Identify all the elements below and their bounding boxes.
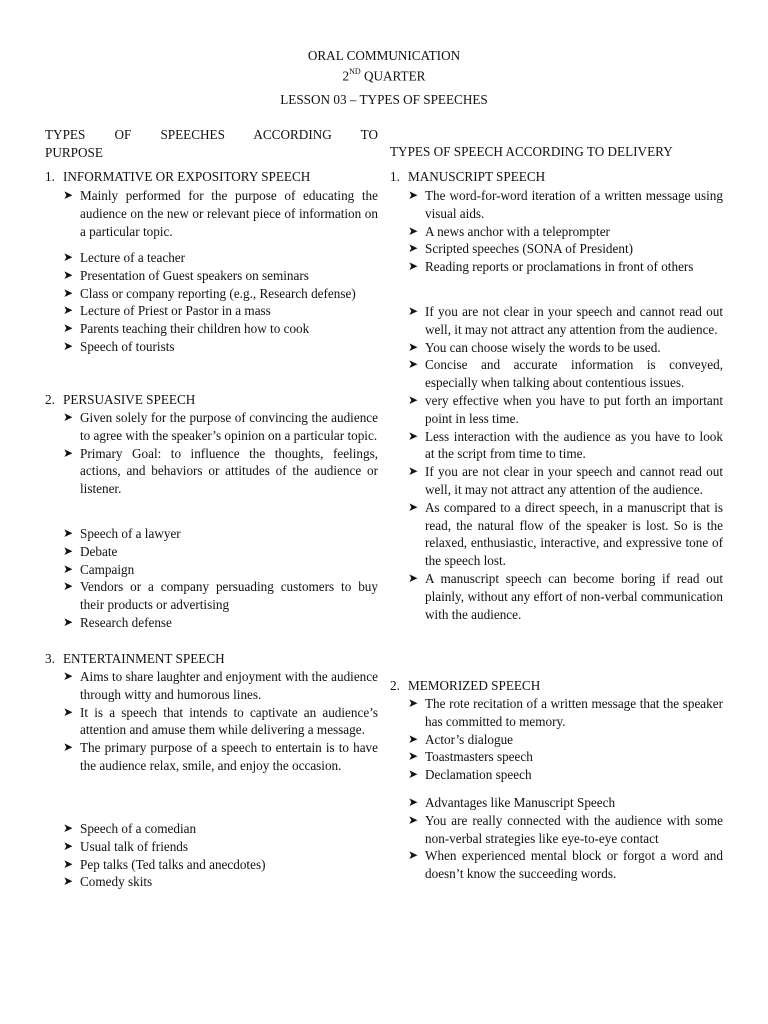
bullet-item: ➤ Debate <box>63 543 118 559</box>
section-entertainment-title <box>45 650 378 668</box>
bullet-list <box>63 249 378 356</box>
bullet-item: ➤ Class or company reporting (e.g., Research defense) <box>63 285 356 301</box>
bullet-item: ➤ Advantages like Manuscript Speech <box>408 795 616 810</box>
quarter-word: QUARTER <box>363 68 426 84</box>
bullet-item: ➤ Vendors or a company persuading customers to buy their products or advertising <box>63 579 378 613</box>
quarter-number: 2 <box>342 68 350 84</box>
bullet-item: ➤ Lecture of Priest or Pastor in a mass <box>63 303 271 319</box>
bullet-item: ➤ Mainly performed for the purpose of educating the audience on the new or relevant piece of information on a particular topic. <box>63 188 378 239</box>
arrow-bullet-icon: ➤ <box>63 856 74 871</box>
arrow-bullet-icon: ➤ <box>63 303 74 318</box>
arrow-bullet-icon: ➤ <box>63 188 74 202</box>
arrow-bullet-icon: ➤ <box>63 285 74 300</box>
bullet-item: ➤ Declamation speech <box>408 767 532 783</box>
bullet-item: ➤ Comedy skits <box>63 874 153 890</box>
arrow-bullet-icon: ➤ <box>63 250 74 264</box>
left-heading-line2: PURPOSE <box>45 145 103 160</box>
arrow-bullet-icon: ➤ <box>408 696 419 710</box>
section-persuasive-title <box>45 391 378 409</box>
course-title: ORAL COMMUNICATION <box>307 48 461 63</box>
arrow-bullet-icon: ➤ <box>408 357 419 372</box>
bullet-item: ➤ Reading reports or proclamations in front of others <box>408 259 694 275</box>
bullet-item: ➤ Aims to share laughter and enjoyment with the audience through witty and humorous lines. <box>63 669 378 702</box>
bullet-item: ➤ Pep talks (Ted talks and anecdotes) <box>63 856 266 872</box>
left-heading-line1: TYPES OF SPEECHES ACCORDING TO <box>45 127 378 142</box>
bullet-item: ➤ Concise and accurate information is conveyed, especially when talking about contentious issues. <box>408 357 723 391</box>
arrow-bullet-icon: ➤ <box>63 561 74 576</box>
bullet-item: ➤ If you are not clear in your speech and cannot read out well, it may not attract any attention of the audience. <box>408 464 723 497</box>
section-title: MEMORIZED SPEECH <box>408 678 541 693</box>
bullet-list <box>63 668 378 775</box>
arrow-bullet-icon: ➤ <box>63 704 74 719</box>
right-column-heading: TYPES OF SPEECH ACCORDING TO DELIVERY <box>390 144 673 159</box>
bullet-item: ➤ If you are not clear in your speech and cannot read out well, it may not attract any attention from the audience. <box>408 304 723 337</box>
arrow-bullet-icon: ➤ <box>408 259 419 274</box>
bullet-item: ➤ Speech of tourists <box>63 338 175 354</box>
arrow-bullet-icon: ➤ <box>408 339 419 354</box>
arrow-bullet-icon: ➤ <box>63 874 74 889</box>
arrow-bullet-icon: ➤ <box>63 838 74 853</box>
bullet-item: ➤ When experienced mental block or forgot a word and doesn’t know the succeeding words. <box>408 848 723 882</box>
bullet-item: ➤ Usual talk of friends <box>63 838 189 854</box>
bullet-list <box>63 409 378 498</box>
bullet-item: ➤ Speech of a lawyer <box>63 526 181 541</box>
arrow-bullet-icon: ➤ <box>408 848 419 863</box>
arrow-bullet-icon: ➤ <box>63 543 74 558</box>
arrow-bullet-icon: ➤ <box>63 579 74 594</box>
bullet-item: ➤ It is a speech that intends to captivate an audience’s attention and amuse them while delivering a message. <box>63 704 378 738</box>
bullet-item: ➤ You can choose wisely the words to be used. <box>408 339 661 355</box>
bullet-item: ➤ Campaign <box>63 561 135 577</box>
left-column-heading <box>45 126 378 162</box>
bullet-list <box>408 187 723 276</box>
bullet-item: ➤ You are really connected with the audience with some non-verbal strategies like eye-to-eye contact <box>408 812 723 846</box>
section-informative-title <box>45 168 378 186</box>
arrow-bullet-icon: ➤ <box>408 428 419 443</box>
section-manuscript-title <box>390 168 725 186</box>
arrow-bullet-icon: ➤ <box>408 392 419 407</box>
lesson-title: LESSON 03 – TYPES OF SPEECHES <box>280 92 488 107</box>
arrow-bullet-icon: ➤ <box>408 499 419 514</box>
arrow-bullet-icon: ➤ <box>408 795 419 809</box>
bullet-item: ➤ Presentation of Guest speakers on seminars <box>63 267 309 283</box>
arrow-bullet-icon: ➤ <box>408 464 419 479</box>
arrow-bullet-icon: ➤ <box>408 241 419 256</box>
arrow-bullet-icon: ➤ <box>63 614 74 629</box>
bullet-item: ➤ Toastmasters speech <box>408 749 533 765</box>
section-memorized-title <box>390 677 725 695</box>
bullet-item: ➤ A manuscript speech can become boring if read out plainly, without any effort of non-verbal communication with the audience. <box>408 570 723 622</box>
bullet-list <box>63 820 378 891</box>
arrow-bullet-icon: ➤ <box>63 821 74 835</box>
quarter-label <box>0 64 768 84</box>
arrow-bullet-icon: ➤ <box>408 188 419 202</box>
bullet-item: ➤ Parents teaching their children how to cook <box>63 321 310 337</box>
arrow-bullet-icon: ➤ <box>63 338 74 353</box>
bullet-item: ➤ Actor’s dialogue <box>408 731 514 747</box>
section-number: 2. <box>45 392 55 407</box>
bullet-item: ➤ The word-for-word iteration of a written message using visual aids. <box>408 188 723 221</box>
arrow-bullet-icon: ➤ <box>63 445 74 460</box>
bullet-item: ➤ Research defense <box>63 614 172 630</box>
section-number: 1. <box>45 169 55 184</box>
arrow-bullet-icon: ➤ <box>63 740 74 755</box>
arrow-bullet-icon: ➤ <box>63 321 74 336</box>
arrow-bullet-icon: ➤ <box>408 570 419 585</box>
bullet-item: ➤ The primary purpose of a speech to entertain is to have the audience relax, smile, and enjoy the occasion. <box>63 740 378 773</box>
arrow-bullet-icon: ➤ <box>63 526 74 540</box>
arrow-bullet-icon: ➤ <box>63 267 74 282</box>
arrow-bullet-icon: ➤ <box>408 767 419 782</box>
bullet-item: ➤ A news anchor with a teleprompter <box>408 223 610 239</box>
section-number: 2. <box>390 678 400 693</box>
bullet-list <box>63 525 378 632</box>
arrow-bullet-icon: ➤ <box>63 410 74 424</box>
bullet-item: ➤ Speech of a comedian <box>63 821 197 836</box>
section-title: PERSUASIVE SPEECH <box>63 392 196 407</box>
bullet-list <box>408 303 723 623</box>
bullet-list <box>408 695 723 784</box>
bullet-item: ➤ Primary Goal: to influence the thoughts, feelings, actions, and behaviors or attitudes of the audience or listener. <box>63 445 378 497</box>
section-number: 3. <box>45 651 55 666</box>
section-number: 1. <box>390 169 400 184</box>
bullet-list <box>63 187 378 240</box>
bullet-item: ➤ Lecture of a teacher <box>63 250 186 265</box>
arrow-bullet-icon: ➤ <box>63 669 74 683</box>
arrow-bullet-icon: ➤ <box>408 731 419 746</box>
arrow-bullet-icon: ➤ <box>408 223 419 238</box>
arrow-bullet-icon: ➤ <box>408 812 419 827</box>
bullet-item: ➤ Less interaction with the audience as you have to look at the script from time to time. <box>408 428 723 462</box>
bullet-item: ➤ very effective when you have to put forth an important point in less time. <box>408 392 723 426</box>
bullet-item: ➤ The rote recitation of a written message that the speaker has committed to memory. <box>408 696 723 729</box>
bullet-item: ➤ Given solely for the purpose of convincing the audience to agree with the speaker’s opinion on a particular topic. <box>63 410 378 443</box>
bullet-list <box>408 794 723 883</box>
bullet-item: ➤ As compared to a direct speech, in a manuscript that is read, the natural flow of the speaker is lost. So is the relaxed, enthusiastic, interactive, and expressive tone of the speech lost. <box>408 499 723 569</box>
section-title: INFORMATIVE OR EXPOSITORY SPEECH <box>63 169 311 184</box>
section-title: ENTERTAINMENT SPEECH <box>63 651 225 666</box>
quarter-superscript: ND <box>349 67 361 76</box>
arrow-bullet-icon: ➤ <box>408 304 419 318</box>
section-title: MANUSCRIPT SPEECH <box>408 169 546 184</box>
arrow-bullet-icon: ➤ <box>408 749 419 764</box>
bullet-item: ➤ Scripted speeches (SONA of President) <box>408 241 634 257</box>
